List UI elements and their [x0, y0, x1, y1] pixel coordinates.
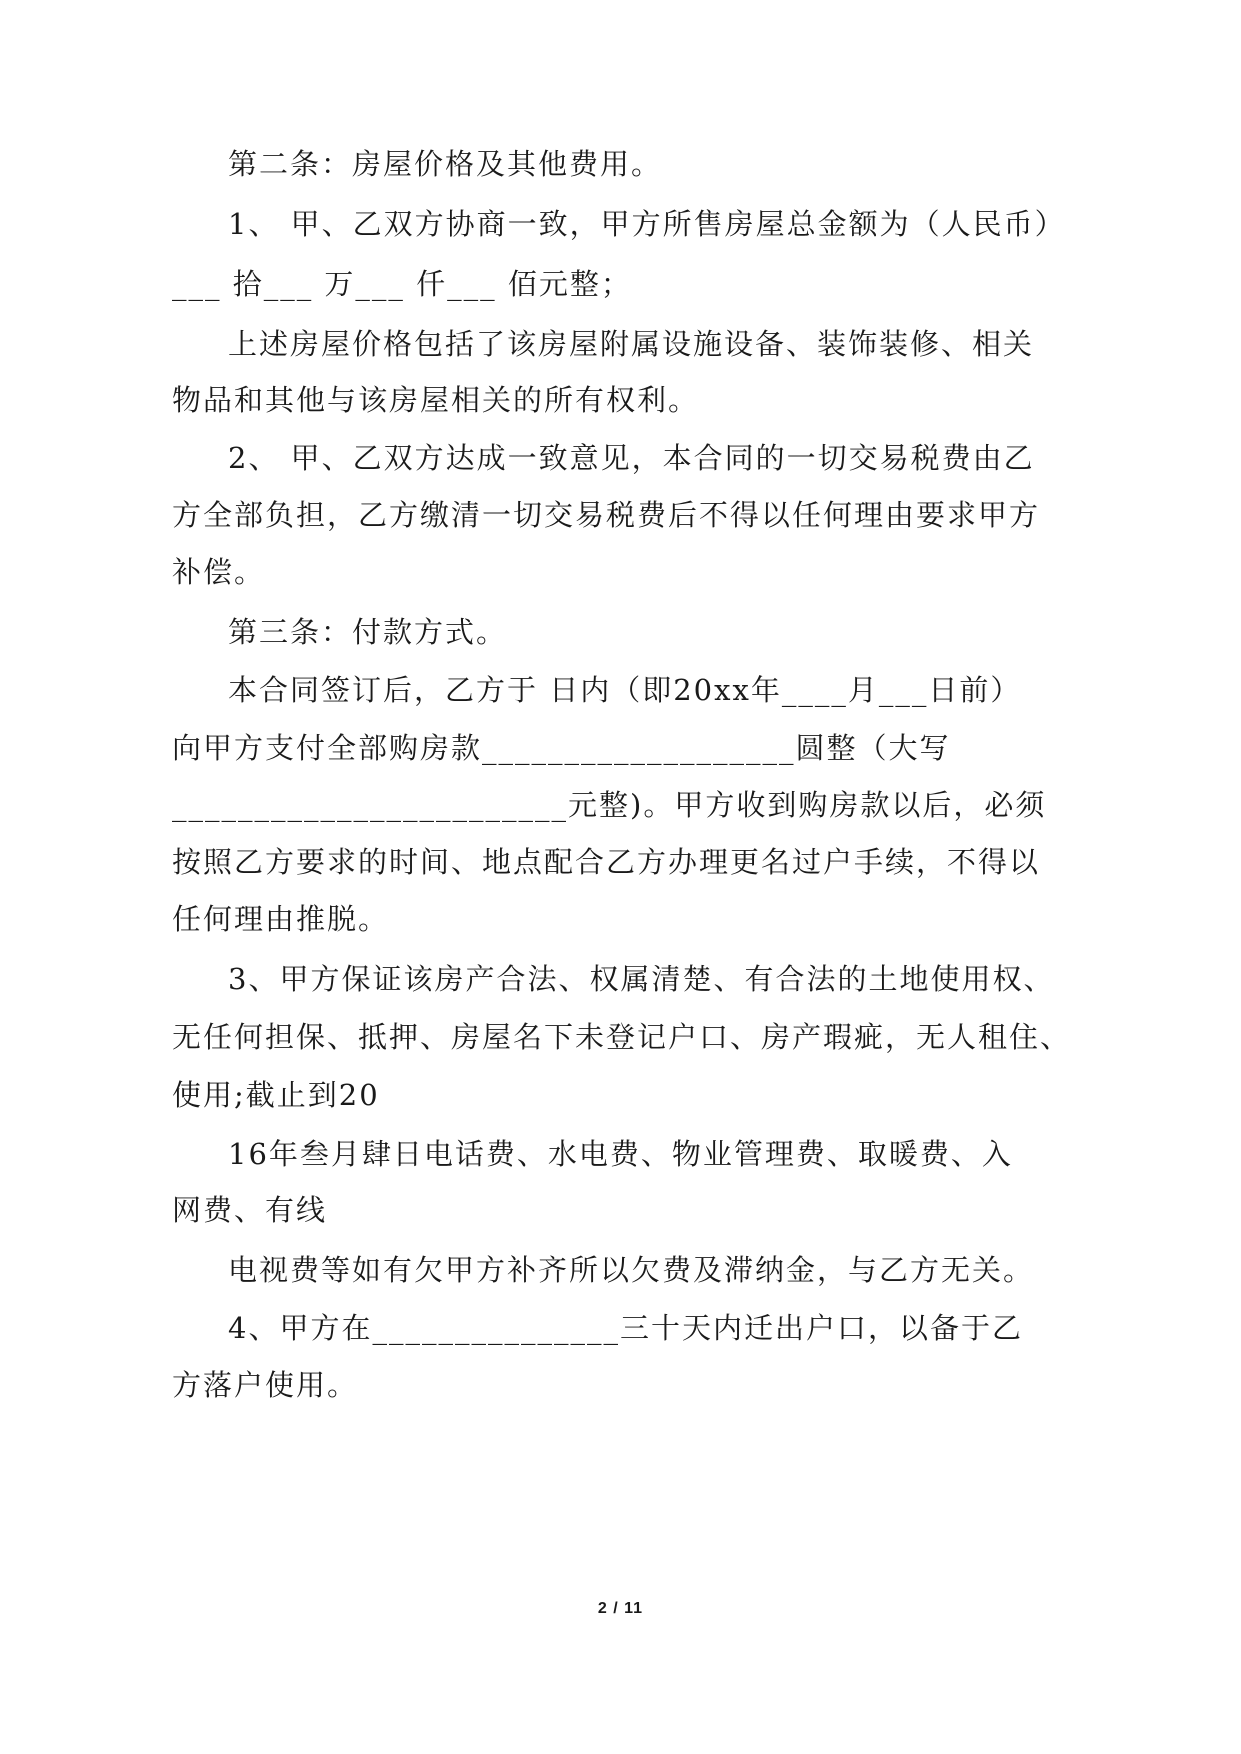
article-2-heading: 第二条：房屋价格及其他费用。: [228, 147, 663, 181]
paragraph-line: ________________________元整)。甲方收到购房款以后，必须: [172, 788, 1047, 822]
paragraph-line: 本合同签订后，乙方于 日内（即20xx年____月___日前）: [228, 673, 1022, 707]
article-3-heading: 第三条：付款方式。: [228, 615, 508, 649]
paragraph-line: 16年叁月肆日电话费、水电费、物业管理费、取暖费、入: [228, 1137, 1013, 1171]
paragraph-line: 电视费等如有欠甲方补齐所以欠费及滞纳金，与乙方无关。: [228, 1253, 1035, 1287]
paragraph-line: 方全部负担，乙方缴清一切交易税费后不得以任何理由要求甲方: [172, 498, 1041, 532]
paragraph-line: 2、 甲、乙双方达成一致意见，本合同的一切交易税费由乙: [228, 441, 1035, 475]
paragraph-line: 使用;截止到20: [172, 1078, 380, 1112]
paragraph-line: 方落户使用。: [172, 1368, 359, 1402]
paragraph-line: 按照乙方要求的时间、地点配合乙方办理更名过户手续，不得以: [172, 845, 1041, 879]
paragraph-line: 任何理由推脱。: [172, 902, 390, 936]
paragraph-line: 无任何担保、抵押、房屋名下未登记户口、房产瑕疵，无人租住、: [172, 1020, 1072, 1054]
page-number: 2 / 11: [597, 1600, 644, 1617]
paragraph-line: 3、甲方保证该房产合法、权属清楚、有合法的土地使用权、: [228, 962, 1055, 996]
paragraph-line: 物品和其他与该房屋相关的所有权利。: [172, 383, 700, 417]
paragraph-line: 向甲方支付全部购房款___________________圆整（大写: [172, 731, 951, 765]
paragraph-line: 网费、有线: [172, 1193, 328, 1227]
paragraph-line: 上述房屋价格包括了该房屋附属设施设备、装饰装修、相关: [228, 327, 1035, 361]
paragraph-line: 1、 甲、乙双方协商一致，甲方所售房屋总金额为（人民币）: [228, 207, 1066, 241]
paragraph-line: ___ 拾___ 万___ 仟___ 佰元整；: [172, 267, 632, 301]
paragraph-line: 补偿。: [172, 555, 266, 589]
paragraph-line: 4、甲方在_______________三十天内迁出户口，以备于乙: [228, 1311, 1023, 1345]
